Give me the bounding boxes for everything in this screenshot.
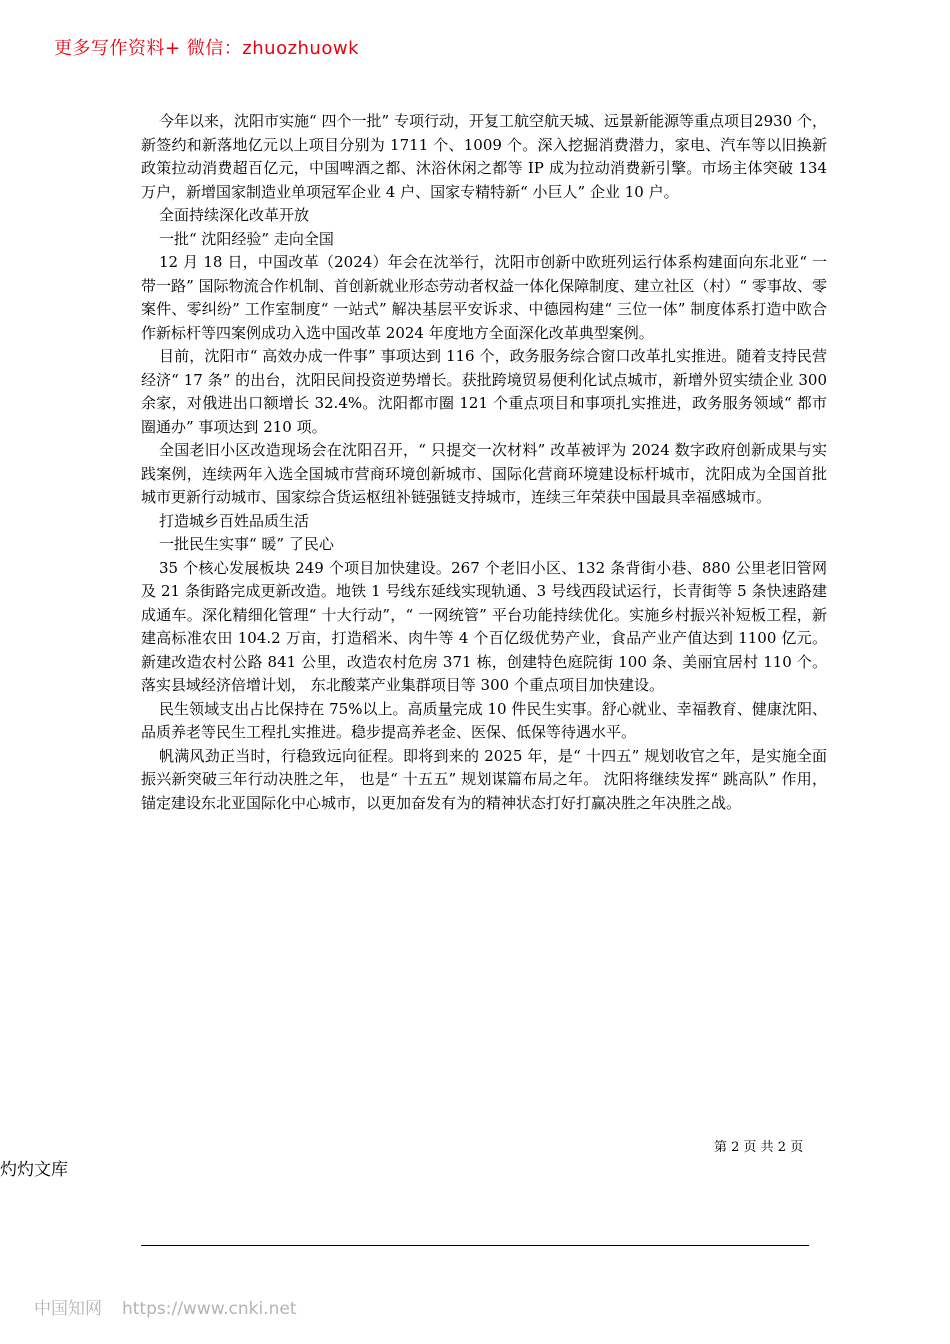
page-number: 第 2 页 共 2 页 <box>714 1140 804 1155</box>
paragraph-livelihood-spending: 民生领域支出占比保持在 75%以上。高质量完成 10 件民生实事。舒心就业、幸福教育、健康沈阳、品质养老等民生工程扎实推进。稳步提高养老金、医保、低保等待遇水平。 <box>141 699 827 741</box>
paragraph-government-services: 目前，沈阳市“ 高效办成一件事” 事项达到 116 个，政务服务综合窗口改革扎实推进。随着支持民营经济“ 17 条” 的出台，沈阳民间投资逆势增长。获批跨境贸易便利化试点城市，新增外贸实绩企业 300 余家，对俄进出口额增长 32.4%。沈阳都市圈 121 个重点项目和事项扎实推进，政务服务领域“ 都市圈通办” 事项达到 210 项。 <box>141 347 827 436</box>
paragraph-construction: 35 个核心发展板块 249 个项目加快建设。267 个老旧小区、132 条背街小巷、880 公里老旧管网及 21 条街路完成更新改造。地铁 1 号线东延线实现轨通、3 号线西段试运行，长青街等 5 条快速路建成通车。深化精细化管理“ 十大行动”，“ 一网统管” 平台功能持续优化。实施乡村振兴补短板工程，新建高标准农田 104.2 万亩，打造稻米、肉牛等 4 个百亿级优势产业，食品产业产值达到 1100 亿元。新建改造农村公路 841 公里，改造农村危房 371 栋，创建特色庭院街 100 条、美丽宜居村 110 个。 落实县域经济倍增计划， 东北酸菜产业集群项目等 300 个重点项目加快建设。 <box>141 558 827 694</box>
subheading-livelihood: 一批民生实事“ 暖” 了民心 <box>159 535 334 553</box>
watermark-url: https://www.cnki.net <box>122 1299 297 1319</box>
section-heading-reform: 全面持续深化改革开放 <box>159 206 310 224</box>
subheading-shenyang-experience: 一批“ 沈阳经验” 走向全国 <box>159 229 334 248</box>
paragraph-business-environment: 全国老旧小区改造现场会在沈阳召开，“ 只提交一次材料” 改革被评为 2024 数字政府创新成果与实践案例，连续两年入选全国城市营商环境创新城市、国际化营商环境建设标杆城市，沈阳成为全国首批城市更新行动城市、国家综合货运枢纽补链强链支持城市，连续三年荣获中国最具幸福感城市。 <box>141 441 827 506</box>
paragraph-intro: 今年以来，沈阳市实施“ 四个一批” 专项行动，开复工航空航天城、远景新能源等重点项目2930 个，新签约和新落地亿元以上项目分别为 1711 个、1009 个。深入挖掘消费潜力，家电、汽车等以旧换新政策拉动消费超百亿元，中国啤酒之都、沐浴休闲之都等 IP 成为拉动消费新引擎。市场主体突破 134 万户，新增国家制造业单项冠军企业 4 户、国家专精特新“ 小巨人” 企业 10 户。 <box>141 112 827 201</box>
watermark-name: 中国知网 <box>34 1299 102 1319</box>
site-name: 灼灼文库 <box>0 1160 68 1180</box>
paragraph-outlook: 帆满风劲正当时，行稳致远向征程。即将到来的 2025 年，是“ 十四五” 规划收官之年，是实施全面振兴新突破三年行动决胜之年， 也是“ 十五五” 规划谋篇布局之年。 沈阳将继续发挥“ 跳高队” 作用，锚定建设东北亚国际化中心城市，以更加奋发有为的精神状态打好打赢决胜之年决胜之战。 <box>141 746 827 812</box>
document-body <box>141 110 827 815</box>
promo-banner-link[interactable]: 更多写作资料+ 微信：zhuozhuowk <box>54 38 360 59</box>
watermark <box>34 1294 296 1319</box>
paragraph-reform-cases: 12 月 18 日，中国改革（2024）年会在沈举行，沈阳市创新中欧班列运行体系构建面向东北亚“ 一带一路” 国际物流合作机制、首创新就业形态劳动者权益一体化保障制度、建立社区（村）“ 零事故、零案件、零纠纷” 工作室制度“ 一站式” 解决基层平安诉求、中德园构建“ 三位一体” 制度体系打造中欧合作新标杆等四案例成功入选中国改革 2024 年度地方全面深化改革典型案例。 <box>141 253 827 342</box>
footer-divider <box>141 1245 809 1246</box>
section-heading-quality-life: 打造城乡百姓品质生活 <box>159 511 310 530</box>
